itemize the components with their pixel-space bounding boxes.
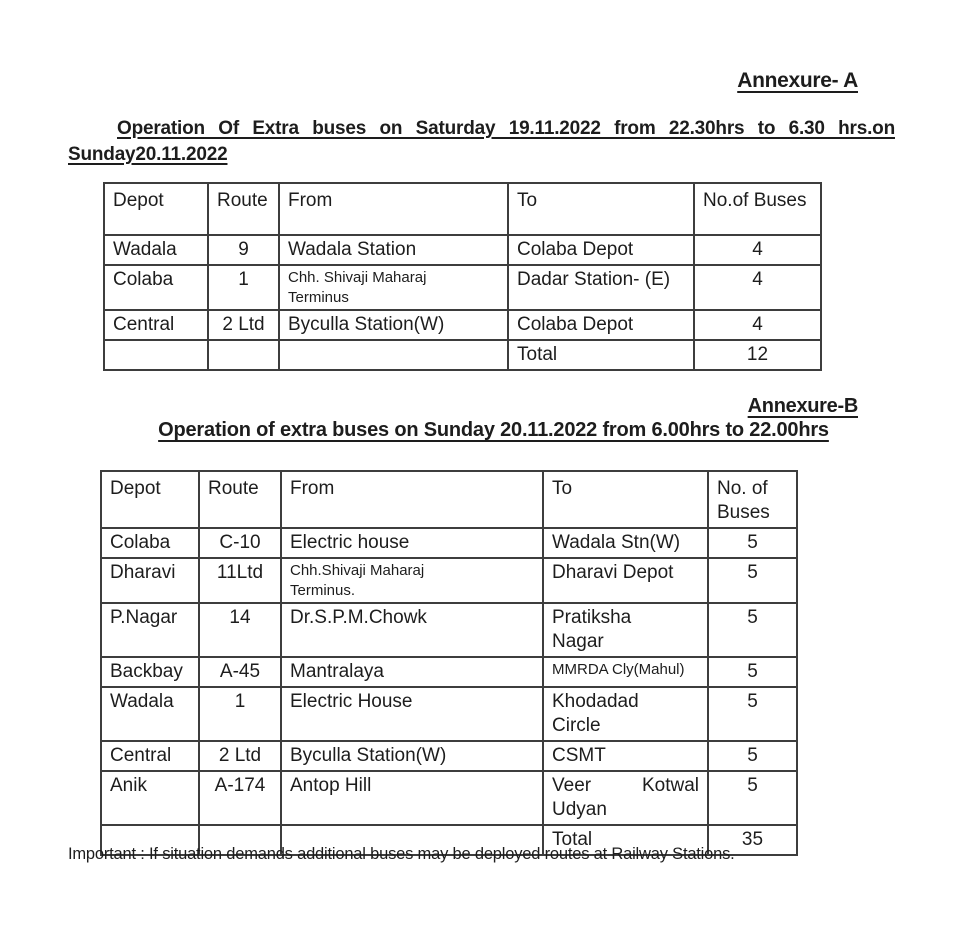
cell-route: 14 <box>199 603 281 657</box>
cell-from: Antop Hill <box>281 771 543 825</box>
cell-buses: 4 <box>694 310 821 340</box>
cell-to: Wadala Stn(W) <box>543 528 708 558</box>
important-note: Important : If situation demands additional buses may be deployed routes at Railway Stations. <box>68 845 735 863</box>
heading-b-text: Operation of extra buses on Sunday 20.11.2022 from 6.00hrs to 22.00hrs <box>158 419 829 441</box>
cell-from: Chh.Shivaji Maharaj Terminus. <box>281 558 543 603</box>
table-row <box>104 235 821 265</box>
cell-from: Wadala Station <box>279 235 508 265</box>
table-row <box>101 528 797 558</box>
table-row <box>101 771 797 825</box>
header-to: To <box>543 471 708 528</box>
cell-from: Mantralaya <box>281 657 543 687</box>
cell-depot <box>104 340 208 370</box>
cell-depot: Wadala <box>101 687 199 741</box>
cell-route: 9 <box>208 235 279 265</box>
annexure-b-label: Annexure-B <box>747 395 858 417</box>
cell-depot: Dharavi <box>101 558 199 603</box>
header-depot: Depot <box>104 183 208 235</box>
cell-buses: 5 <box>708 603 797 657</box>
header-from: From <box>279 183 508 235</box>
cell-depot: P.Nagar <box>101 603 199 657</box>
cell-from: Electric House <box>281 687 543 741</box>
cell-buses: 4 <box>694 265 821 310</box>
table-row <box>101 603 797 657</box>
cell-route <box>208 340 279 370</box>
header-to: To <box>508 183 694 235</box>
table-row-total <box>104 340 821 370</box>
cell-depot: Colaba <box>104 265 208 310</box>
heading-a-line1: Operation Of Extra buses on Saturday 19.11.2022 from 22.30hrs to 6.30 hrs.on <box>117 118 895 139</box>
cell-buses: 5 <box>708 558 797 603</box>
cell-buses: 5 <box>708 528 797 558</box>
cell-to: Dharavi Depot <box>543 558 708 603</box>
cell-route: 11Ltd <box>199 558 281 603</box>
cell-to: CSMT <box>543 741 708 771</box>
cell-depot: Anik <box>101 771 199 825</box>
header-depot: Depot <box>101 471 199 528</box>
heading-annexure-a <box>68 116 895 168</box>
cell-depot: Central <box>104 310 208 340</box>
cell-total-buses: 12 <box>694 340 821 370</box>
table-row <box>101 558 797 603</box>
table-annexure-b <box>100 470 798 856</box>
table-row <box>104 265 821 310</box>
cell-buses: 5 <box>708 771 797 825</box>
cell-route: C-10 <box>199 528 281 558</box>
cell-to: Dadar Station- (E) <box>508 265 694 310</box>
cell-depot: Wadala <box>104 235 208 265</box>
cell-to: Colaba Depot <box>508 235 694 265</box>
heading-annexure-b <box>0 419 953 442</box>
header-buses: No.of Buses <box>694 183 821 235</box>
cell-buses: 4 <box>694 235 821 265</box>
header-from: From <box>281 471 543 528</box>
cell-to-word: Veer <box>552 775 592 796</box>
cell-depot: Colaba <box>101 528 199 558</box>
annexure-a-label: Annexure- A <box>737 69 858 92</box>
cell-route: A-174 <box>199 771 281 825</box>
header-route: Route <box>199 471 281 528</box>
cell-from: Chh. Shivaji Maharaj Terminus <box>279 265 508 310</box>
cell-total-label: Total <box>508 340 694 370</box>
table-row <box>104 310 821 340</box>
table-row <box>101 741 797 771</box>
cell-to: Colaba Depot <box>508 310 694 340</box>
cell-buses: 5 <box>708 657 797 687</box>
table-header-row <box>101 471 797 528</box>
cell-route: 2 Ltd <box>199 741 281 771</box>
cell-from: Byculla Station(W) <box>281 741 543 771</box>
cell-from: Byculla Station(W) <box>279 310 508 340</box>
cell-total-buses: 35 <box>708 825 797 855</box>
table-header-row <box>104 183 821 235</box>
table-row <box>101 687 797 741</box>
cell-to: Pratiksha Nagar <box>543 603 708 657</box>
cell-route: 1 <box>208 265 279 310</box>
cell-buses: 5 <box>708 687 797 741</box>
table-row <box>101 657 797 687</box>
header-route: Route <box>208 183 279 235</box>
header-buses: No. of Buses <box>708 471 797 528</box>
cell-route: 1 <box>199 687 281 741</box>
heading-a-line2: Sunday20.11.2022 <box>68 144 228 165</box>
table-annexure-a <box>103 182 822 371</box>
cell-total-label: Total <box>543 825 708 855</box>
cell-to-line2: Udyan <box>552 799 607 820</box>
cell-route: 2 Ltd <box>208 310 279 340</box>
cell-depot: Backbay <box>101 657 199 687</box>
cell-from: Dr.S.P.M.Chowk <box>281 603 543 657</box>
cell-from: Electric house <box>281 528 543 558</box>
cell-to-word: Kotwal <box>641 775 699 796</box>
cell-buses: 5 <box>708 741 797 771</box>
cell-to <box>543 771 708 825</box>
cell-from <box>279 340 508 370</box>
cell-to: Khodadad Circle <box>543 687 708 741</box>
cell-route: A-45 <box>199 657 281 687</box>
cell-depot: Central <box>101 741 199 771</box>
cell-to: MMRDA Cly(Mahul) <box>543 657 708 687</box>
